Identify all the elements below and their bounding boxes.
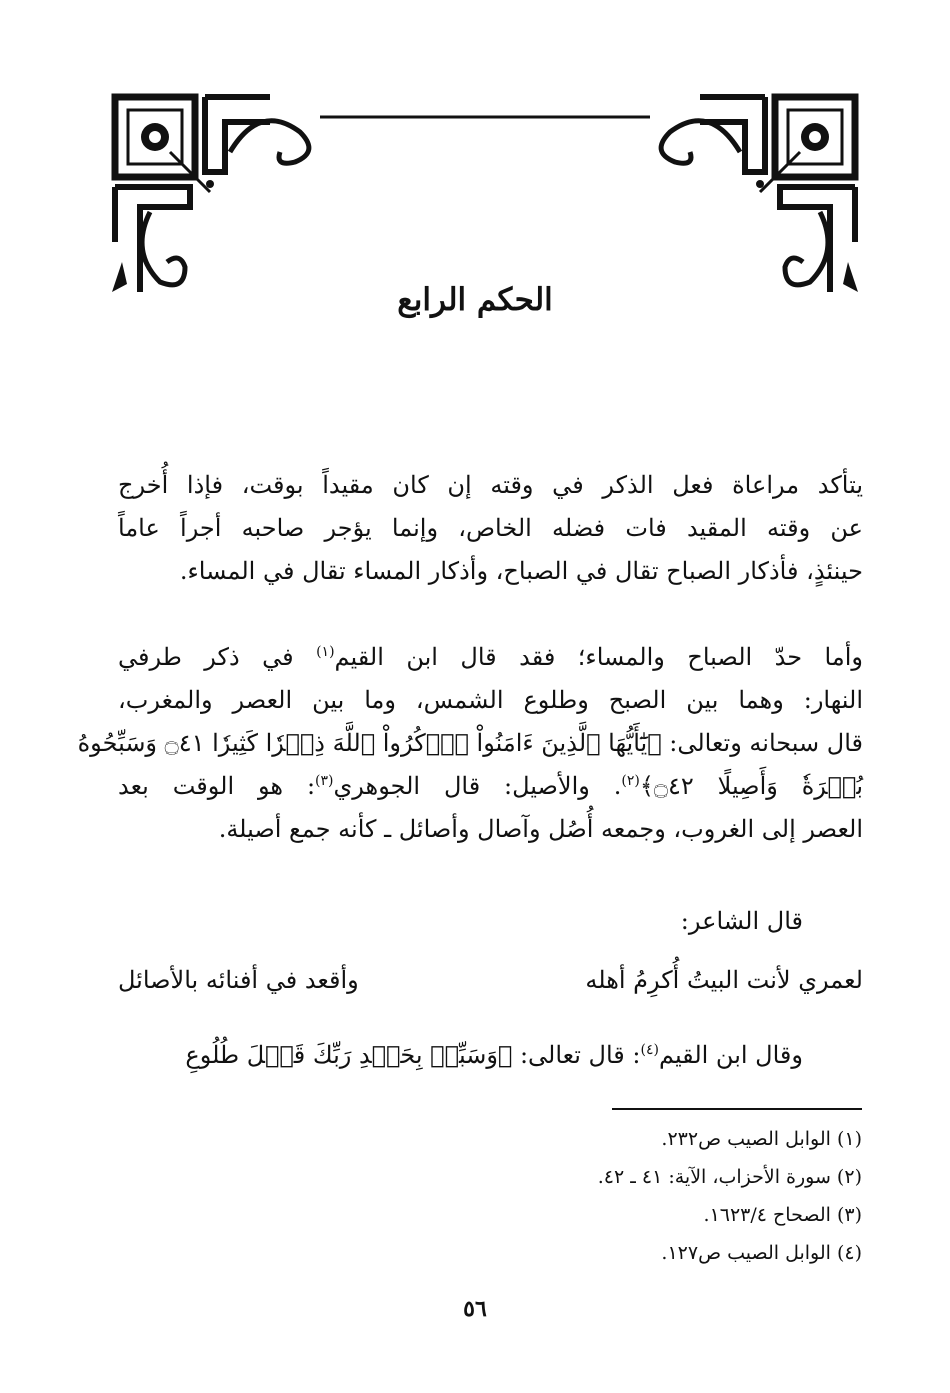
paragraph-line: وأما حدّ الصباح والمساء؛ فقد قال ابن القيم$^{(١)}$ في ذكر طرفي <box>118 643 863 671</box>
footnote-ref: (٢) <box>621 773 640 789</box>
paragraph-2 <box>77 636 863 851</box>
verse-line <box>118 966 863 994</box>
verse-second-hemistich: وأقعد في أفنائه بالأصائل <box>118 966 359 994</box>
paragraph-line: النهار: وهما بين الصبح وطلوع الشمس، وما بين العصر والمغرب، <box>118 686 863 714</box>
ornamental-frame <box>110 92 860 312</box>
chapter-title: الحكم الرابع <box>397 282 553 318</box>
footnote-ref: (٤) <box>640 1042 659 1058</box>
footnote: (٤) الوابل الصيب ص١٢٧. <box>661 1242 862 1264</box>
verse-first-hemistich: لعمري لأنت البيتُ أُكرِمُ أهله <box>585 966 863 994</box>
paragraph-line: العصر إلى الغروب، وجمعه أُصُل وآصال وأصائل ـ كأنه جمع أصيلة. <box>218 815 863 843</box>
paragraph-3 <box>118 1034 863 1077</box>
footnote: (٣) الصحاح ١٦٢٣/٤. <box>703 1204 862 1226</box>
footnote-ref: (١) <box>316 644 335 660</box>
footnote-divider <box>612 1108 862 1110</box>
paragraph-line: بُكۡرَةٗ وَأَصِيلًا ۝٤٢﴾$^{(٢)}$. والأصيل: قال الجوهري$^{(٣)}$: هو الوقت بعد <box>118 772 863 800</box>
footnote: (٢) سورة الأحزاب، الآية: ٤١ ـ ٤٢. <box>597 1166 862 1188</box>
paragraph-1 <box>118 464 863 593</box>
footnote-ref: (٣) <box>315 773 334 789</box>
paragraph-line: حينئذٍ، فأذكار الصباح تقال في الصباح، وأذكار المساء تقال في المساء. <box>179 557 863 585</box>
footnote: (١) الوابل الصيب ص٢٣٢. <box>661 1128 862 1150</box>
paragraph-line: يتأكد مراعاة فعل الذكر في وقته إن كان مقيداً بوقت، فإذا أُخرج <box>118 471 863 499</box>
page-number: ٥٦ <box>463 1296 487 1322</box>
paragraph-line: وقال ابن القيم$^{(٤)}$: قال تعالى: ﴿وَسَبِّحۡ بِحَمۡدِ رَبِّكَ قَبۡلَ طُلُوعِ <box>185 1041 803 1069</box>
paragraph-line: قال سبحانه وتعالى: ﴿يَٰٓأَيُّهَا ٱلَّذِينَ ءَامَنُواْ ٱذۡكُرُواْ ٱللَّهَ ذِكۡرٗا كَثِيرٗا ۝٤١ وَسَبِّحُوهُ <box>77 729 863 757</box>
footnotes <box>462 1120 862 1272</box>
poet-intro: قال الشاعر: <box>680 907 803 935</box>
paragraph-line: عن وقته المقيد فات فضله الخاص، وإنما يؤجر صاحبه أجراً عاماً <box>118 514 863 542</box>
